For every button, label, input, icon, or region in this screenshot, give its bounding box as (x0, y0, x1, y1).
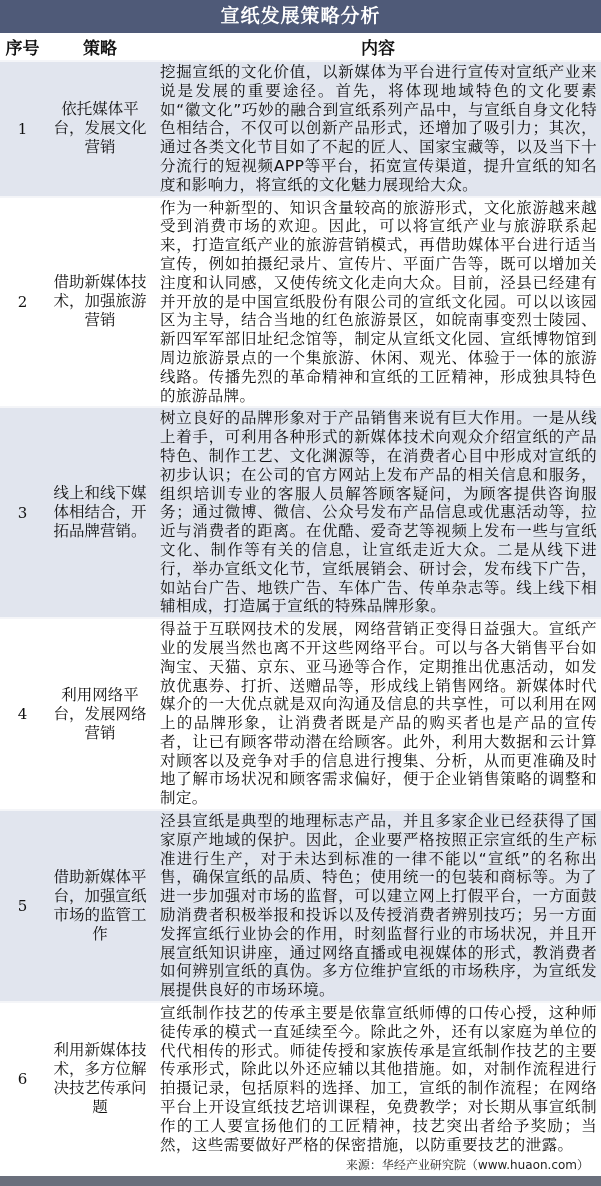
row-content: 挖掘宣纸的文化价值，以新媒体为平台进行宣传对宣纸产业来说是发展的重要途径。首先，将体现地域特色的文化要素如“徽文化”巧妙的融合到宣纸系列产品中，与宣纸自身文化特色相结合，不仅可以创新产品形式，还增加了吸引力；其次，通过各类文化节目如了不起的匠人、国家宝藏等，以及当下十分流行的短视频APP等平台，拓宽宣传渠道，提升宣纸的知名度和影响力，将宣纸的文化魅力展现给大众。 (155, 61, 601, 197)
row-strategy: 依托媒体平台，发展文化营销 (45, 61, 155, 197)
strategy-table (0, 33, 601, 1155)
row-strategy: 利用网络平台，发展网络营销 (45, 618, 155, 810)
table-row (0, 61, 601, 197)
table-row (0, 810, 601, 1002)
table-row (0, 407, 601, 618)
row-number: 6 (0, 1002, 45, 1155)
row-number: 4 (0, 618, 45, 810)
row-number: 1 (0, 61, 45, 197)
table-title: 宣纸发展策略分析 (0, 0, 601, 33)
source-note: 来源：华经产业研究院（www.huaon.com） (0, 1155, 601, 1176)
row-content: 作为一种新型的、知识含量较高的旅游形式，文化旅游越来越受到消费市场的欢迎。因此，可以将宣纸产业与旅游联系起来，打造宣纸产业的旅游营销模式，再借助媒体平台进行适当宣传，例如拍摄纪录片、宣传片、平面广告等，既可以增加关注度和认同感，又使传统文化走向大众。目前，泾县已经建有并开放的是中国宣纸股份有限公司的宣纸文化园。可以以该园区为主导，结合当地的红色旅游景区，如皖南事变烈士陵园、新四军军部旧址纪念馆等，制定从宣纸文化园、宣纸博物馆到周边旅游景点的一个集旅游、休闲、观光、体验于一体的旅游线路。传播先烈的革命精神和宣纸的工匠精神，形成独具特色的旅游品牌。 (155, 197, 601, 408)
row-strategy: 借助新媒体平台，加强宣纸市场的监管工作 (45, 810, 155, 1002)
row-number: 3 (0, 407, 45, 618)
row-content: 得益于互联网技术的发展，网络营销正变得日益强大。宣纸产业的发展当然也离不开这些网络平台。可以与各大销售平台如淘宝、天猫、京东、亚马逊等合作，定期推出优惠活动，如发放优惠券、打折、送赠品等，形成线上销售网络。新媒体时代媒介的一大优点就是双向沟通及信息的共享性，可以利用在网上的品牌形象，让消费者既是产品的购买者也是产品的宣传者，让已有顾客带动潜在给顾客。此外，利用大数据和云计算对顾客以及竞争对手的信息进行搜集、分析，从而更准确及时地了解市场状况和顾客需求偏好，便于企业销售策略的调整和制定。 (155, 618, 601, 810)
row-strategy: 利用新媒体技术，多方位解决技艺传承问题 (45, 1002, 155, 1155)
bottom-bar (0, 1176, 601, 1186)
row-content: 泾县宣纸是典型的地理标志产品，并且多家企业已经获得了国家原产地域的保护。因此，企业要严格按照正宗宣纸的生产标准进行生产，对于未达到标准的一律不能以“宣纸”的名称出售，确保宣纸的品质、特色；使用统一的包装和商标等。为了进一步加强对市场的监督，可以建立网上打假平台，一方面鼓励消费者积极举报和投诉以及传授消费者辨别技巧；另一方面发挥宣纸行业协会的作用，时刻监督行业的市场状况，并且开展宣纸知识讲座，通过网络直播或电视媒体的形式，教消费者如何辨别宣纸的真伪。多方位维护宣纸的市场秩序，为宣纸发展提供良好的市场环境。 (155, 810, 601, 1002)
row-content: 宣纸制作技艺的传承主要是依靠宣纸师傅的口传心授，这种师徒传承的模式一直延续至今。除此之外，还有以家庭为单位的代代相传的形式。师徒传授和家族传承是宣纸制作技艺的主要传承形式，除此以外还应辅以其他措施。如，对制作流程进行拍摄记录，包括原料的选择、加工，宣纸的制作流程；在网络平台上开设宣纸技艺培训课程，免费教学；对长期从事宣纸制作的工人要宣扬他们的工匠精神，技艺突出者给予奖励；当然，这些需要做好严格的保密措施，以防重要技艺的泄露。 (155, 1002, 601, 1155)
row-strategy: 线上和线下媒体相结合，开拓品牌营销。 (45, 407, 155, 618)
table-header-row (0, 33, 601, 61)
header-number: 序号 (0, 33, 45, 61)
header-content: 内容 (155, 33, 601, 61)
row-strategy: 借助新媒体技术，加强旅游营销 (45, 197, 155, 408)
header-strategy: 策略 (45, 33, 155, 61)
table-row (0, 618, 601, 810)
row-content: 树立良好的品牌形象对于产品销售来说有巨大作用。一是从线上着手，可利用各种形式的新媒体技术向观众介绍宣纸的产品特色、制作工艺、文化渊源等，在消费者心目中形成对宣纸的初步认识；在公司的官方网站上发布产品的相关信息和服务，组织培训专业的客服人员解答顾客疑问，为顾客提供咨询服务；通过微博、微信、公众号发布产品信息或优惠活动等，拉近与消费者的距离。在优酷、爱奇艺等视频上发布一些与宣纸文化、制作等有关的信息，让宣纸走近大众。二是从线下进行，举办宣纸文化节，宣纸展销会、研讨会，发布线下广告，如站台广告、地铁广告、车体广告、传单杂志等。线上线下相辅相成，打造属于宣纸的特殊品牌形象。 (155, 407, 601, 618)
table-row (0, 197, 601, 408)
row-number: 2 (0, 197, 45, 408)
table-row (0, 1002, 601, 1155)
row-number: 5 (0, 810, 45, 1002)
